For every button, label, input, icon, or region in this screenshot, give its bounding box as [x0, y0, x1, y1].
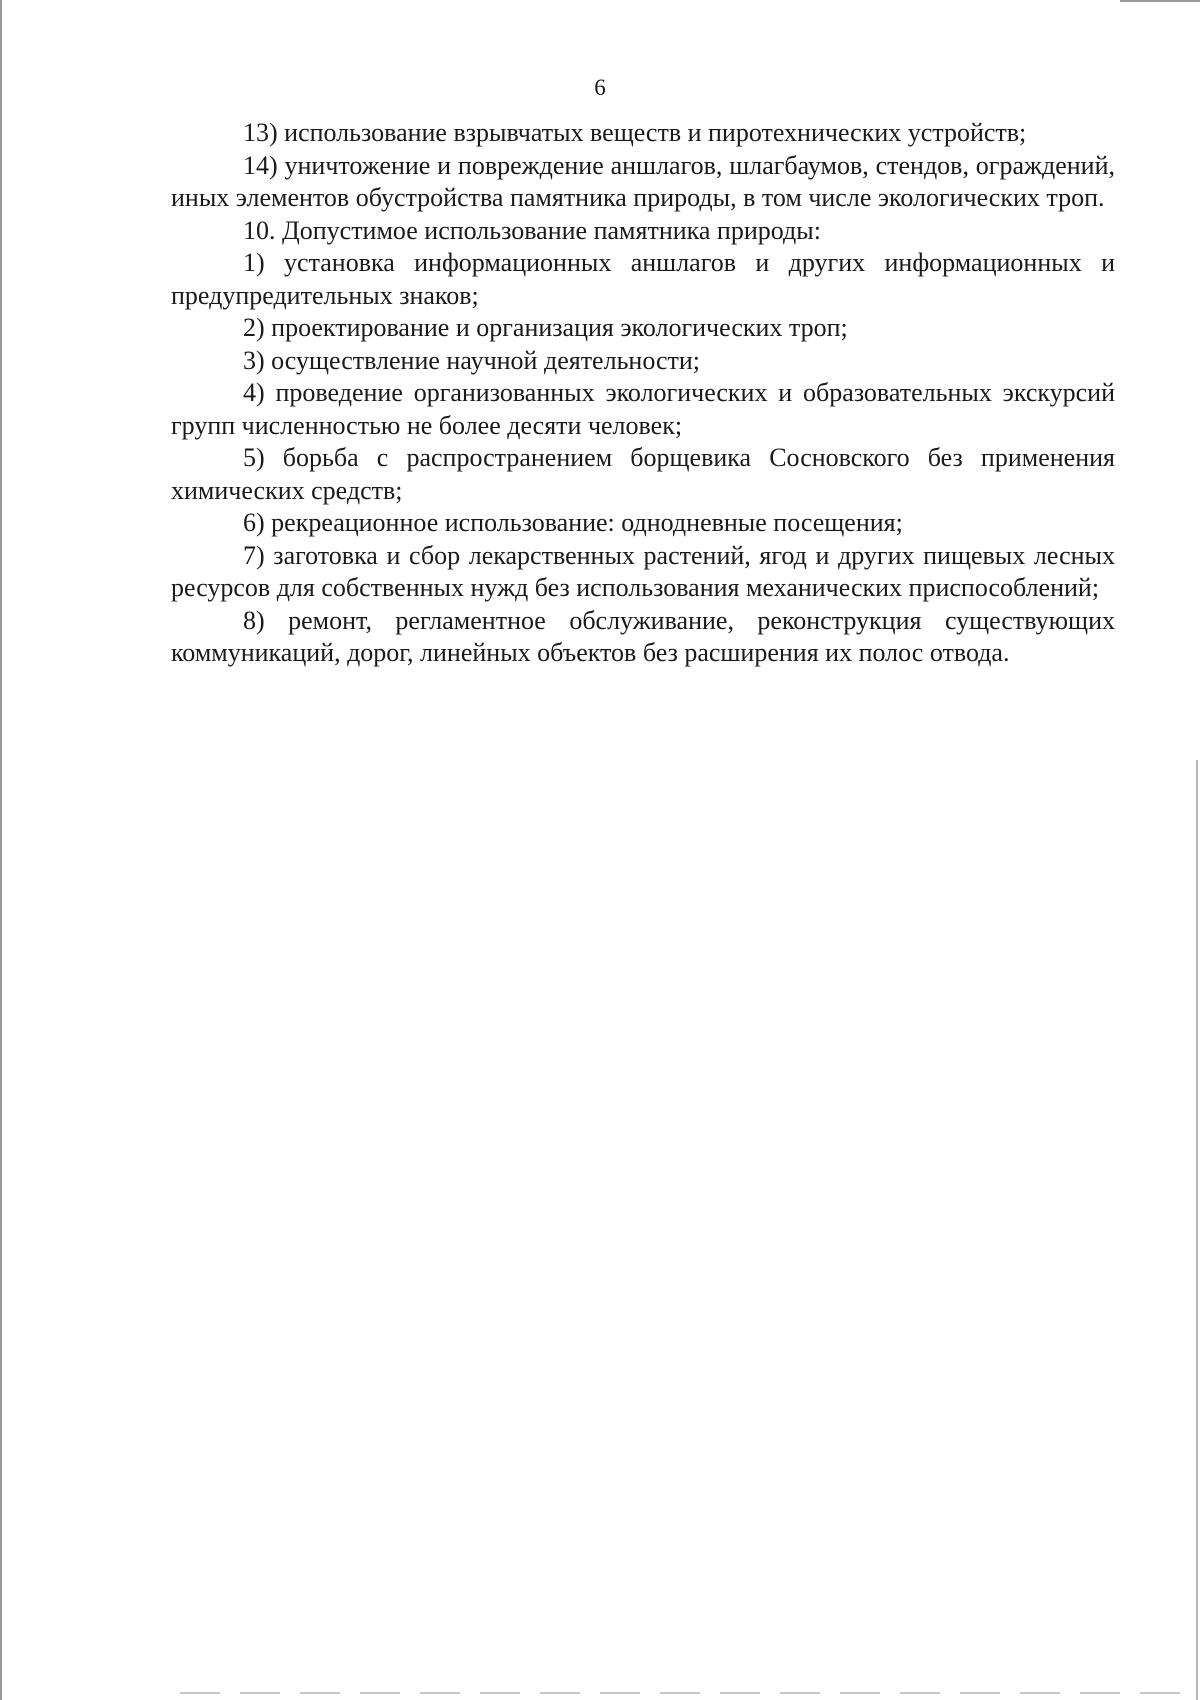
paragraph-item-8: 8) ремонт, регламентное обслуживание, реконструкция существующих коммуникаций, дорог, линейных объектов без расширения их полос отвода. [171, 605, 1115, 667]
scan-edge-right [1196, 760, 1198, 1700]
scan-edge-bottom [180, 1692, 1180, 1694]
paragraph-item-1: 1) установка информационных аншлагов и других информационных и предупредительных знаков; [171, 248, 1115, 310]
paragraph-item-6: 6) рекреационное использование: однодневные посещения; [243, 508, 903, 537]
paragraph-item-5: 5) борьба с распространением борщевика Сосновского без применения химических средств; [171, 443, 1115, 505]
paragraph-item-3: 3) осуществление научной деятельности; [243, 345, 701, 375]
paragraph-item-7: 7) заготовка и сбор лекарственных растений, ягод и других пищевых лесных ресурсов для собственных нужд без использования механических приспособлений; [171, 540, 1115, 602]
paragraph-item-2: 2) проектирование и организация экологических троп; [243, 313, 848, 342]
scan-edge-left [0, 0, 2, 1700]
paragraph-item-13: 13) использование взрывчатых веществ и пиротехнических устройств; [243, 118, 1027, 147]
paragraph-item-14: 14) уничтожение и повреждение аншлагов, шлагбаумов, стендов, ограждений, иных элементов обустройства памятника природы, в том числе экологических троп. [171, 150, 1115, 212]
page-number: 6 [594, 75, 606, 100]
scan-edge-top [1120, 0, 1200, 2]
paragraph-item-4: 4) проведение организованных экологических и образовательных экскурсий групп численностью не более десяти человек; [171, 378, 1115, 440]
section-heading-10: 10. Допустимое использование памятника природы: [243, 215, 821, 245]
document-body [171, 117, 1115, 670]
